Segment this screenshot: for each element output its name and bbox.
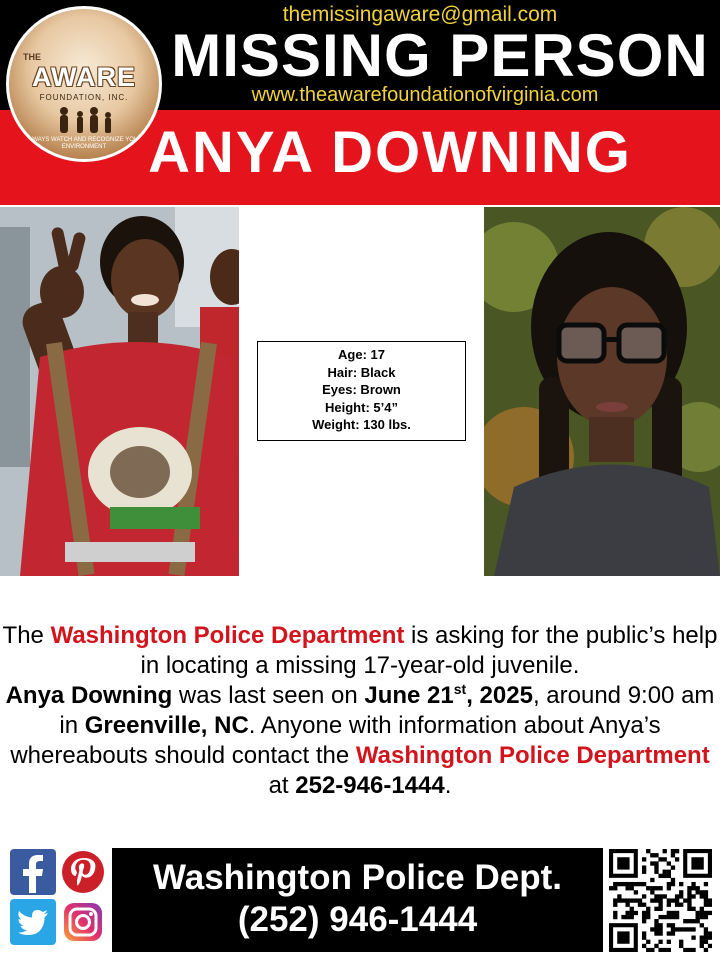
text-segment: was last seen on xyxy=(172,682,365,709)
text-segment: The xyxy=(2,622,51,649)
qr-code-pattern xyxy=(609,849,712,952)
text-segment: is asking for the public’s help in locating a missing 17-year-old juvenile. xyxy=(140,622,718,679)
photo-right-image xyxy=(484,207,720,576)
date-day: June 21 xyxy=(364,682,454,709)
details-box xyxy=(257,341,466,441)
description-paragraph xyxy=(0,621,720,801)
contact-phone: 252-946-1444 xyxy=(295,772,445,799)
text-segment: . xyxy=(444,772,452,799)
police-department-name: Washington Police Department xyxy=(355,742,710,769)
police-department-name: Washington Police Department xyxy=(50,622,405,649)
logo-foundation-text: FOUNDATION, INC. xyxy=(39,93,129,102)
hair-detail: Hair: Black xyxy=(327,364,396,380)
qr-code[interactable] xyxy=(609,849,712,952)
eyes-detail: Eyes: Brown xyxy=(322,382,401,397)
missing-person-name: ANYA DOWNING xyxy=(148,120,632,185)
height-detail: Height: 5’4” xyxy=(325,399,398,415)
text-segment: , around 9:00 am in xyxy=(59,682,715,739)
website-link[interactable]: www.theawarefoundationofvirginia.com xyxy=(251,84,599,106)
date-suffix: st xyxy=(453,681,467,697)
page-title: MISSING PERSON xyxy=(171,22,709,89)
instagram-icon[interactable] xyxy=(60,899,106,945)
last-seen-location: Greenville, NC xyxy=(84,712,249,739)
social-icons xyxy=(10,849,106,949)
photo-left-image xyxy=(0,207,239,576)
text-segment: . Anyone with information about Anya’s whereabouts should contact the xyxy=(10,712,661,769)
age-detail: Age: 17 xyxy=(338,347,385,362)
person-name: Anya Downing xyxy=(5,682,173,709)
twitter-icon[interactable] xyxy=(10,899,56,945)
logo-tagline: ALWAYS WATCH AND RECOGNIZE YOUR ENVIRONMENT xyxy=(25,137,143,151)
pinterest-icon[interactable] xyxy=(60,849,106,895)
footer-department: Washington Police Dept. xyxy=(153,858,562,897)
photo-right xyxy=(484,207,720,576)
logo-aware-text: AWARE xyxy=(31,62,136,92)
photo-left xyxy=(0,207,239,576)
aware-foundation-logo xyxy=(6,6,162,162)
logo-the-text: THE xyxy=(23,52,41,62)
last-seen-date xyxy=(364,682,533,709)
contact-email[interactable]: themissingaware@gmail.com xyxy=(282,3,558,26)
facebook-icon[interactable] xyxy=(10,849,56,895)
date-year: , 2025 xyxy=(466,682,533,709)
text-segment: at xyxy=(268,772,296,799)
weight-detail: Weight: 130 lbs. xyxy=(312,417,411,432)
footer-phone[interactable]: (252) 946-1444 xyxy=(237,900,478,939)
family-silhouette-icon xyxy=(34,105,134,135)
footer-contact-box xyxy=(112,848,603,952)
